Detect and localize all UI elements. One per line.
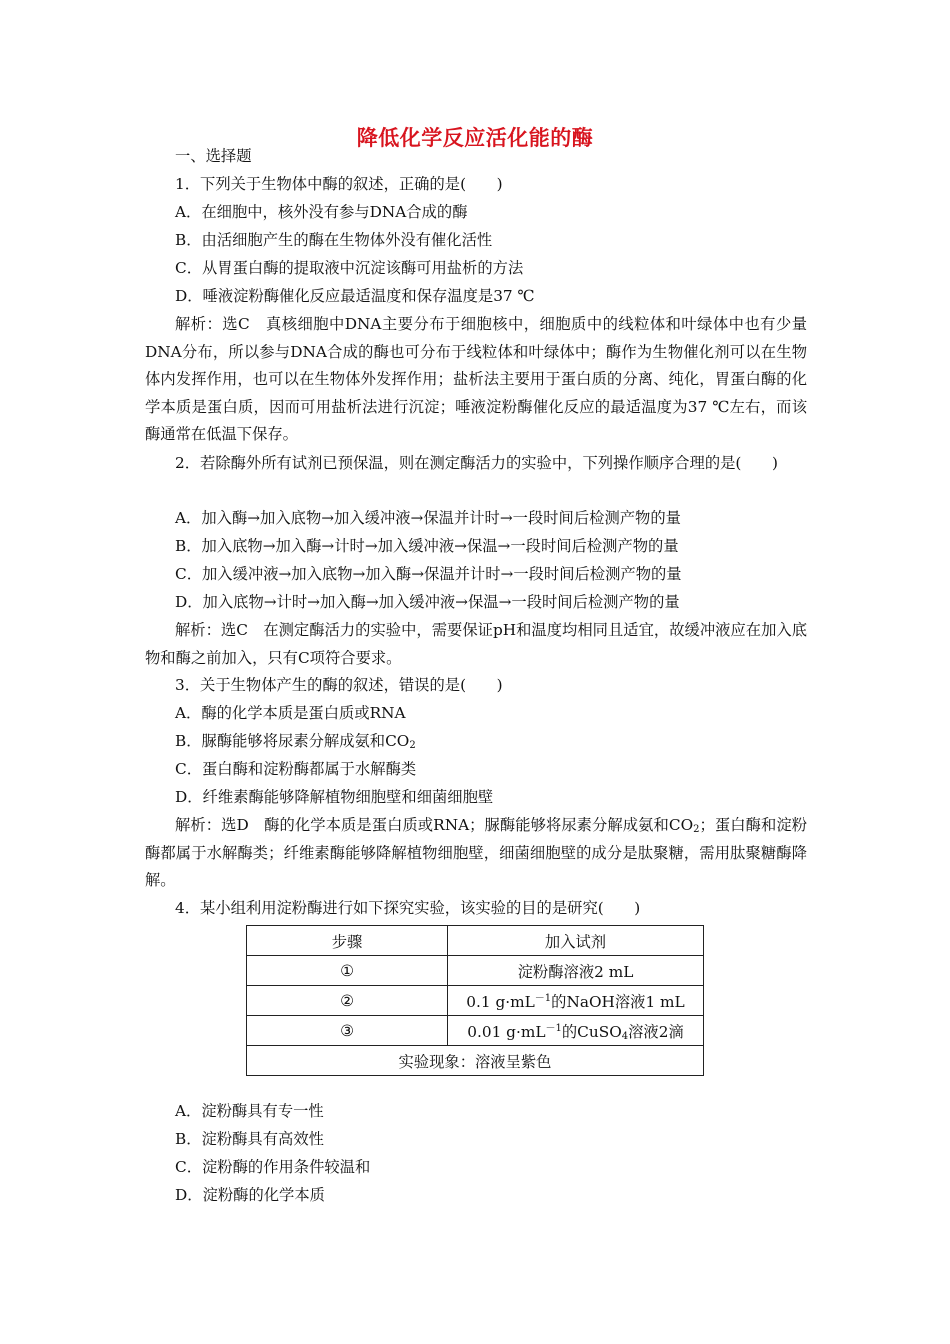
table-cell-step: ① <box>247 956 448 986</box>
q3-option-d: D．纤维素酶能够降解植物细胞壁和细菌细胞壁 <box>175 788 494 806</box>
q2-analysis: 解析：选C 在测定酶活力的实验中，需要保证pH和温度均相同且适宜，故缓冲液应在加入底物和酶之前加入，只有C项符合要求。 <box>145 621 807 667</box>
q3-analysis: 解析：选D 酶的化学本质是蛋白质或RNA；脲酶能够将尿素分解成氨和$CO_2$；蛋白酶和淀粉酶都属于水解酶类；纤维素酶能够降解植物细胞壁，细菌细胞壁的成分是肽聚糖，需用肽聚糖酶降解。 <box>145 816 807 890</box>
section-heading: 一、选择题 <box>175 147 252 165</box>
q3-option-a: A．酶的化学本质是蛋白质或RNA <box>175 704 406 722</box>
q2-option-b: B．加入底物→加入酶→计时→加入缓冲液→保温→一段时间后检测产物的量 <box>175 537 679 555</box>
table-row <box>247 1046 704 1076</box>
q2-option-d: D．加入底物→计时→加入酶→加入缓冲液→保温→一段时间后检测产物的量 <box>175 593 680 611</box>
q3-stem: 3．关于生物体产生的酶的叙述，错误的是( ) <box>175 676 503 694</box>
table-cell-step: ② <box>247 986 448 1016</box>
table-cell-reagent: 0.1 $g\cdot mL^{-1}$的NaOH溶液1 mL <box>448 986 704 1016</box>
table-header-step: 步骤 <box>247 926 448 956</box>
experiment-table <box>246 925 704 1076</box>
q1-option-b: B．由活细胞产生的酶在生物体外没有催化活性 <box>175 231 493 249</box>
q1-option-a: A．在细胞中，核外没有参与DNA合成的酶 <box>175 203 468 221</box>
q4-option-c: C．淀粉酶的作用条件较温和 <box>175 1158 371 1176</box>
table-header-reagent: 加入试剂 <box>448 926 704 956</box>
q3-option-c: C．蛋白酶和淀粉酶都属于水解酶类 <box>175 760 417 778</box>
table-cell-step: ③ <box>247 1016 448 1046</box>
q3-option-b: B．脲酶能够将尿素分解成氨和$CO_2$ <box>175 732 416 751</box>
table-row <box>247 956 704 986</box>
table-row <box>247 986 704 1016</box>
q2-option-c: C．加入缓冲液→加入底物→加入酶→保温并计时→一段时间后检测产物的量 <box>175 565 682 583</box>
q4-option-b: B．淀粉酶具有高效性 <box>175 1130 324 1148</box>
q1-option-d: D．唾液淀粉酶催化反应最适温度和保存温度是37 ℃ <box>175 287 535 305</box>
q1-analysis: 解析：选C 真核细胞中DNA主要分布于细胞核中，细胞质中的线粒体和叶绿体中也有少量DNA分布，所以参与DNA合成的酶也可分布于线粒体和叶绿体中；酶作为生物催化剂可以在生物体内发挥作用，也可以在生物体外发挥作用；盐析法主要用于蛋白质的分离、纯化，胃蛋白酶的化学本质是蛋白质，因而可用盐析法进行沉淀；唾液淀粉酶催化反应的最适温度为37 ℃左右，而该酶通常在低温下保存。 <box>145 315 807 444</box>
q1-option-c: C．从胃蛋白酶的提取液中沉淀该酶可用盐析的方法 <box>175 259 524 277</box>
table-result: 实验现象：溶液呈紫色 <box>247 1046 704 1076</box>
table-cell-reagent: 0.01 $g\cdot mL^{-1}$的CuSO$_4$溶液2滴 <box>448 1016 704 1046</box>
q4-option-a: A．淀粉酶具有专一性 <box>175 1102 324 1120</box>
document-title: 降低化学反应活化能的酶 <box>356 126 594 150</box>
q1-stem: 1．下列关于生物体中酶的叙述，正确的是( ) <box>175 175 503 193</box>
q4-stem: 4．某小组利用淀粉酶进行如下探究实验，该实验的目的是研究( ) <box>175 899 641 917</box>
q2-stem: 2．若除酶外所有试剂已预保温，则在测定酶活力的实验中，下列操作顺序合理的是( ) <box>175 454 778 472</box>
q4-option-d: D．淀粉酶的化学本质 <box>175 1186 325 1204</box>
table-row <box>247 926 704 956</box>
q2-option-a: A．加入酶→加入底物→加入缓冲液→保温并计时→一段时间后检测产物的量 <box>175 509 681 527</box>
table-cell-reagent: 淀粉酶溶液2 mL <box>448 956 704 986</box>
table-row <box>247 1016 704 1046</box>
